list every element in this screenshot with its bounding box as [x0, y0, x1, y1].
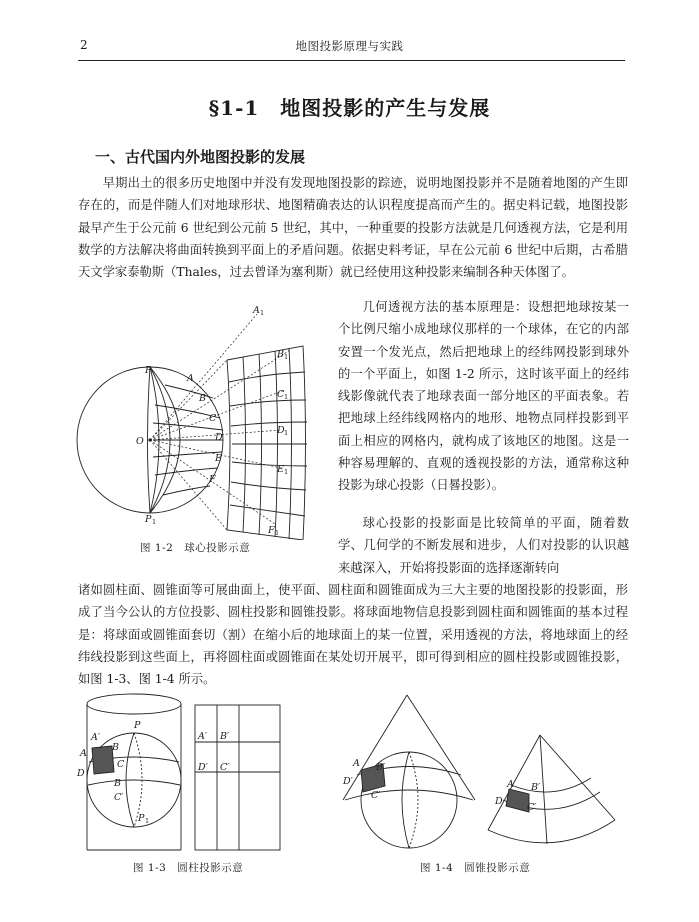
label-D-flat: D	[495, 796, 503, 807]
label-Cp: C′	[371, 790, 381, 801]
label-A: A	[187, 373, 194, 384]
paragraph-3-continued: 诸如圆柱面、圆锥面等可展曲面上，使平面、圆柱面和圆锥面成为三大主要的地图投影的投影面，形成了当今公认的方位投影、圆柱投影和圆锥投影。将球面地物信息投影到圆柱面和圆锥面的基本过程是：将球面或圆锥面套切（割）在缩小后的地球面上的某一位置，采用透视的方法，将地球面上的经纬线投影到这些面上，再将圆柱面或圆锥面在某处切开展平，即可得到相应的圆柱投影或圆锥投影，如图 1-3、图 1-4 所示。	[78, 583, 628, 687]
label-Dp-flat: D′	[198, 762, 208, 773]
label-A: A	[353, 758, 360, 769]
label-Cp-flat: C′	[527, 802, 537, 813]
page-number: 2	[80, 38, 88, 52]
label-F1: F	[268, 525, 275, 536]
label-B2: B	[114, 778, 121, 789]
paragraph-2: 几何透视方法的基本原理是：设想把地球按某一个比例尺缩小成地球仪那样的一个球体，在它的内部安置一个发光点，然后把地球上的经纬网投影到球外的一个平面上，如图 1-2 所示，这时该平面上的经纬线影像就代表了地球表面一部分地区的平面表象。若把地球上经纬线网格内的地形、地物点同样投影到平面上相应的网格内，就构成了该地区的地图。这是一种容易理解的、直观的透视投影的方法，通常称这种投影为球心投影（日晷投影）。	[338, 300, 629, 493]
running-header-title: 地图投影原理与实践	[295, 39, 404, 53]
svg-text:1: 1	[284, 429, 289, 437]
label-P1: P	[145, 514, 152, 525]
svg-text:1: 1	[145, 817, 150, 825]
label-P: P	[145, 365, 152, 376]
label-F: F	[209, 474, 216, 485]
label-Bp-flat: B′	[531, 782, 541, 793]
figure-1-3-caption: 图 1-3 圆柱投影示意	[133, 862, 244, 874]
label-C1: C	[277, 389, 285, 400]
label-B: B	[112, 742, 119, 753]
figure-1-2-caption: 图 1-2 球心投影示意	[140, 542, 251, 554]
label-A1: A	[253, 305, 260, 316]
label-B: B	[199, 393, 206, 404]
label-Cp-flat: C′	[220, 762, 230, 773]
subsection-title: 一、古代国内外地图投影的发展	[95, 148, 306, 166]
label-Bp-flat: B′	[220, 731, 230, 742]
label-Ap: A′	[91, 732, 101, 743]
label-P1: P	[138, 813, 145, 824]
section-title: §1-1 地图投影的产生与发展	[208, 96, 491, 120]
header-rule	[78, 60, 625, 61]
label-B1: B	[277, 349, 284, 360]
label-Dp: D′	[343, 776, 353, 787]
svg-text:1: 1	[260, 309, 265, 317]
svg-text:1: 1	[275, 529, 280, 537]
label-Ap-flat: A′	[507, 779, 517, 790]
label-Cp: C′	[114, 792, 124, 803]
paragraph-1: 早期出土的很多历史地图中并没有发现地图投影的踪迹，说明地图投影并不是随着地图的产生即存在的，而是伴随人们对地球形状、地图精确表达的认识程度提高而产生的。据史料记载，地图投影最早产生于公元前 6 世纪到公元前 5 世纪，其中，一种重要的投影方法就是几何透视方法，它是利用数学的方法解决将曲面转换到平面上的矛盾问题。依据史料考证，早在公元前 6 世纪中后期，古希腊天文学家泰勒斯（Thales，过去曾译为塞利斯）就已经使用这种投影来编制各种天体图了。	[78, 176, 628, 280]
label-A: A	[80, 748, 87, 759]
svg-text:1: 1	[284, 468, 289, 476]
label-E: E	[215, 453, 222, 464]
figure-1-3-cylindrical-diagram	[70, 690, 290, 855]
svg-text:1: 1	[284, 393, 289, 401]
label-P: P	[134, 720, 141, 731]
figure-1-2-gnomonic-diagram	[75, 300, 335, 540]
label-D: D	[77, 768, 85, 779]
label-Ap-flat: A′	[198, 731, 208, 742]
label-O: O	[136, 436, 144, 447]
label-E1: E	[277, 464, 284, 475]
svg-text:1: 1	[152, 518, 157, 526]
paragraph-3: 球心投影的投影面是比较简单的平面，随着数学、几何学的不断发展和进步，人们对投影的认识越来越深入，开始将投影面的选择逐渐转向	[338, 516, 629, 575]
figure-1-4-conic-diagram	[335, 690, 630, 855]
label-C: C	[209, 413, 217, 424]
figure-1-4-caption: 图 1-4 圆锥投影示意	[420, 862, 531, 874]
svg-text:1: 1	[284, 353, 289, 361]
label-Bp: B′	[376, 762, 386, 773]
label-D1: D	[277, 425, 285, 436]
label-C: C	[117, 759, 125, 770]
label-D: D	[215, 432, 223, 443]
